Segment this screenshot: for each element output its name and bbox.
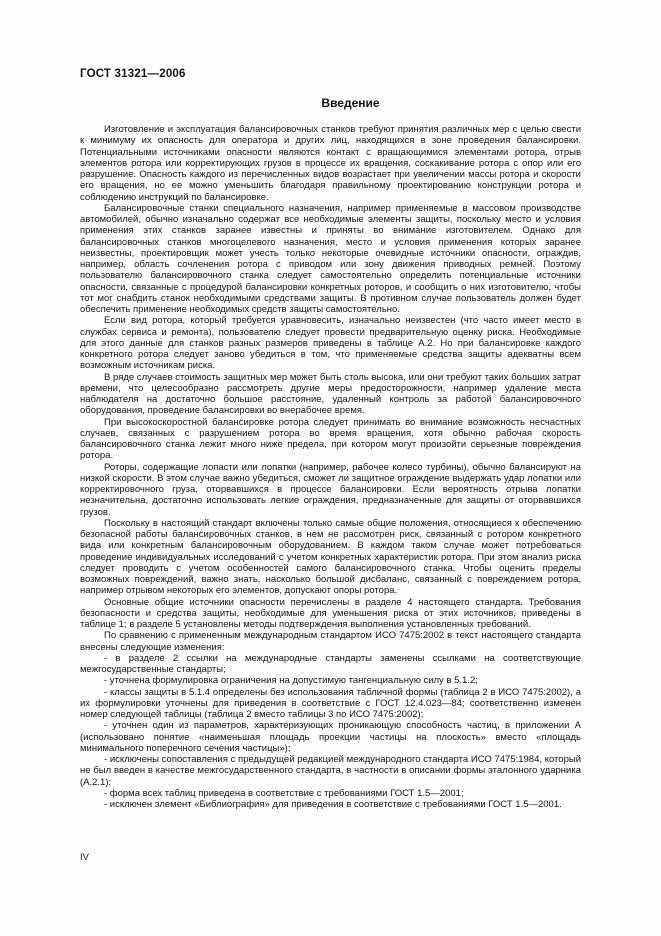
list-item: - исключен элемент «Библиография» для приведения в соответствие с требованиями ГОСТ 1.5—2001.	[104, 799, 562, 810]
list-item: - уточнен один из параметров, характеризующих проникающую способность частиц, в приложении А (использовано понятие «наименьшая площадь проекции частицы на плоскость» вместо «площадь минимального поперечного сечения частицы»);	[80, 720, 581, 754]
paragraph: Если вид ротора, который требуется уравновесить, изначально неизвестен (что часто имеет место в службах сервиса и ремонта), пользователю следует провести предварительную оценку риска. Необходимые для этого данные для станков разных размеров приведены в таблице А.2. Но при балансировке каждого конкретного ротора следует заново убедиться в том, что применяемые средства защиты адекватны всем возможным источникам риска.	[80, 315, 581, 372]
paragraph: В ряде случаев стоимость защитных мер может быть столь высока, или они требуют таких больших затрат времени, что целесообразно рассмотреть другие меры предосторожности, например удаление места наблюдателя на достаточно большое расстояние, удаленный контроль за работой балансировочного оборудования, проведение балансировки во внерабочее время.	[80, 371, 581, 417]
paragraph: Балансировочные станки специального назначения, например применяемые в массовом производстве автомобилей, обычно изначально содержат все необходимые элементы защиты, поскольку место и условия применения этих станков заранее известны и приняты во внимание изготовителем. Однако для балансировочных станков многоцелевого назначения, место и условия применения которых заранее неизвестны, проектировщик может учесть только некоторые очевидные источники опасности, ограждив, например, область сочленения ротора с приводом или зону движения приводных ремней. Поэтому пользователю балансировочного станка следует самостоятельно определить потенциальные источники опасности, связанные с процедурой балансировки конкретных роторов, и сообщить о них изготовителю, чтобы тот мог снабдить станок необходимыми средствами защиты. В противном случае пользователь должен будет обеспечить применение необходимых средств защиты самостоятельно.	[80, 202, 581, 315]
page-number: IV	[80, 852, 89, 863]
list-item: - форма всех таблиц приведена в соответствие с требованиями ГОСТ 1.5—2001;	[104, 787, 464, 799]
list-item: - классы защиты в 5.1.4 определены без использования табличной формы (таблица 2 в ИСО 7475:2002), а их формулировки уточнены для приведения в соответствие с ГОСТ 12.4.023—84; соответственно изменен номер следующей таблицы (таблица 2 вместо таблицы 3 по ИСО 7475:2002);	[80, 686, 581, 720]
paragraph: При высокоскоростной балансировке ротора следует принимать во внимание возможность несчастных случаев, связанных с разрушением ротора во время вращения, хотя обычно рабочая скорость балансировочного станка лежит много ниже предела, при котором могут произойти серьезные повреждения ротора.	[80, 416, 581, 462]
paragraph: Роторы, содержащие лопасти или лопатки (например, рабочее колесо турбины), обычно балансируют на низкой скорости. В этом случае важно убедиться, сможет ли защитное ограждение выдержать удар лопатки или корректировочного груза, оторвавшихся в процессе балансировки. Если вероятность отрыва лопатки незначительна, достаточно использовать легкие ограждения, предназначенные для защиты от оторвавшихся грузов.	[80, 461, 581, 518]
paragraph: По сравнению с примененным международным стандартом ИСО 7475:2002 в текст настоящего стандарта внесены следующие изменения:	[80, 630, 581, 653]
standard-header: ГОСТ 31321—2006	[80, 68, 186, 80]
paragraph: Изготовление и эксплуатация балансировочных станков требуют принятия различных мер с целью свести к минимуму их опасность для оператора и других лиц, находящихся в зоне проведения балансировки. Потенциальными источниками опасности являются контакт с вращающимися элементами ротора, отрыв элементов ротора или корректирующих грузов в процессе их вращения, соскакивание ротора с опор или его разрушение. Опасность каждого из перечисленных видов возрастает при увеличении массы ротора и скорости его вращения, но ее можно уменьшить благодаря правильному проектированию конструкции ротора и соблюдению инструкций по балансировке.	[80, 124, 581, 203]
list-item: - уточнена формулировка ограничения на допустимую тангенциальную силу в 5.1.2;	[104, 675, 478, 687]
list-item: - в разделе 2 ссылки на международные стандарты заменены ссылками на соответствующие межгосударственные стандарты;	[80, 652, 581, 675]
body-text	[80, 124, 581, 810]
paragraph: Поскольку в настоящий стандарт включены только самые общие положения, относящиеся к обеспечению безопасной работы балансировочных станков, в нем не рассмотрен риск, связанный с ротором конкретного вида или конкретным балансировочным оборудованием. В каждом таком случае может потребоваться проведение индивидуальных исследований с учетом конкретных характеристик ротора. При этом анализ риска следует проводить с учетом особенностей самого балансировочного станка. Чтобы оценить пределы возможных повреждений, важно знать, насколько большой дисбаланс, связанный с повреждением ротора, например отрывом некоторых его элементов, допускают опоры ротора.	[80, 517, 581, 597]
list-item: - исключены сопоставления с предыдущей редакцией международного стандарта ИСО 7475:1984, который не был введен в качестве межгосударственного стандарта, в частности в описании формы эталонного ударника (А.2.1);	[80, 754, 581, 788]
section-title: Введение	[321, 96, 380, 110]
paragraph: Основные общие источники опасности перечислены в разделе 4 настоящего стандарта. Требования безопасности и средства защиты, необходимые для уменьшения риска от этих источников, приведены в таблице 1; в разделе 5 установлены методы подтверждения выполнения установленных требований.	[80, 596, 581, 630]
